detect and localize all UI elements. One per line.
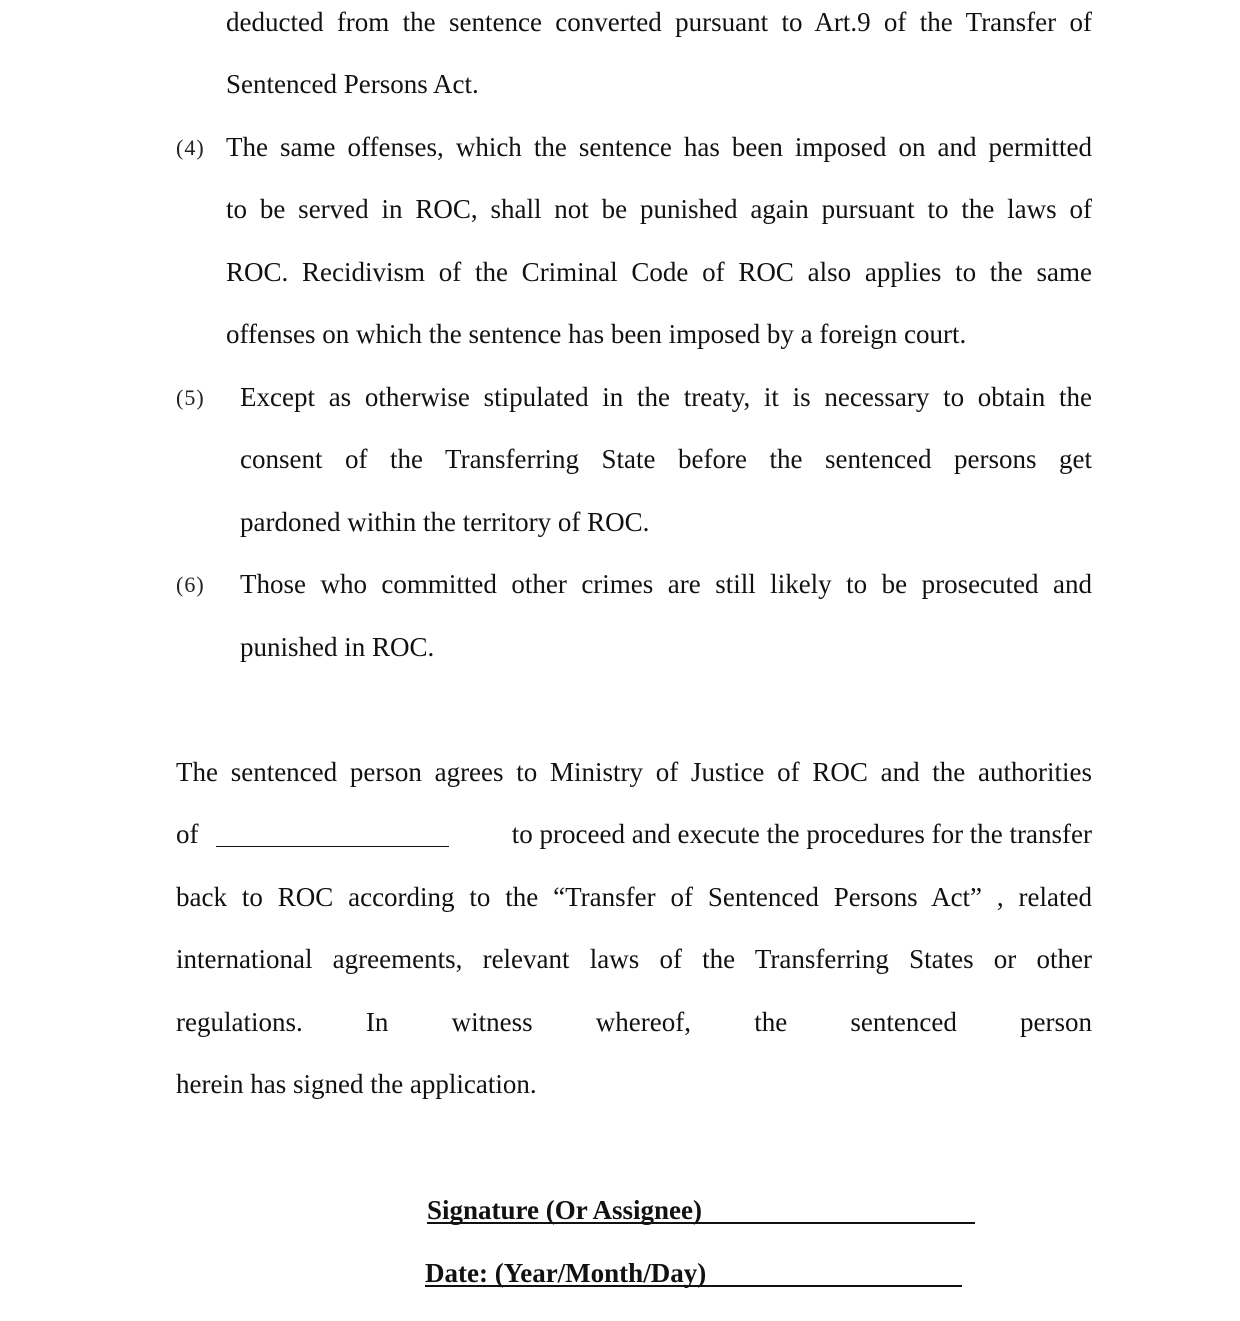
signature-label: Signature (Or Assignee) bbox=[427, 1195, 703, 1225]
item6-line-2: punished in ROC. bbox=[240, 632, 435, 662]
item5-line-3: pardoned within the territory of ROC. bbox=[240, 507, 650, 537]
signature-line[interactable] bbox=[427, 1222, 975, 1224]
item4-line-1: The same offenses, which the sentence has been imposed on and permitted bbox=[226, 132, 1092, 162]
item5-line-2: consent of the Transferring State before the sentenced persons get bbox=[240, 444, 1092, 474]
agreement-line-4: international agreements, relevant laws of the Transferring States or other bbox=[176, 944, 1092, 974]
agreement-line-2-suffix: to proceed and execute the procedures for the transfer bbox=[511, 819, 1092, 849]
agreement-line-2-prefix: of bbox=[176, 819, 199, 849]
item3-line-2: Sentenced Persons Act. bbox=[226, 69, 479, 99]
agreement-line-6: herein has signed the application. bbox=[176, 1069, 537, 1099]
item4-line-4: offenses on which the sentence has been imposed by a foreign court. bbox=[226, 319, 967, 349]
authority-blank-field[interactable] bbox=[216, 846, 449, 847]
item6-number: (6) bbox=[176, 572, 205, 597]
item4-number: (4) bbox=[176, 135, 205, 160]
item3-line-1: deducted from the sentence converted pursuant to Art.9 of the Transfer of bbox=[226, 7, 1092, 37]
date-label: Date: (Year/Month/Day) bbox=[425, 1258, 707, 1288]
agreement-line-1: The sentenced person agrees to Ministry of Justice of ROC and the authorities bbox=[176, 757, 1092, 787]
item4-line-2: to be served in ROC, shall not be punished again pursuant to the laws of bbox=[226, 194, 1092, 224]
agreement-line-5: regulations. In witness whereof, the sentenced person bbox=[176, 1007, 1092, 1037]
date-line[interactable] bbox=[425, 1285, 962, 1287]
item5-line-1: Except as otherwise stipulated in the treaty, it is necessary to obtain the bbox=[240, 382, 1092, 412]
item5-number: (5) bbox=[176, 385, 205, 410]
item4-line-3: ROC. Recidivism of the Criminal Code of ROC also applies to the same bbox=[226, 257, 1092, 287]
item6-line-1: Those who committed other crimes are still likely to be prosecuted and bbox=[240, 569, 1092, 599]
agreement-line-3: back to ROC according to the “Transfer of Sentenced Persons Act” , related bbox=[176, 882, 1092, 912]
